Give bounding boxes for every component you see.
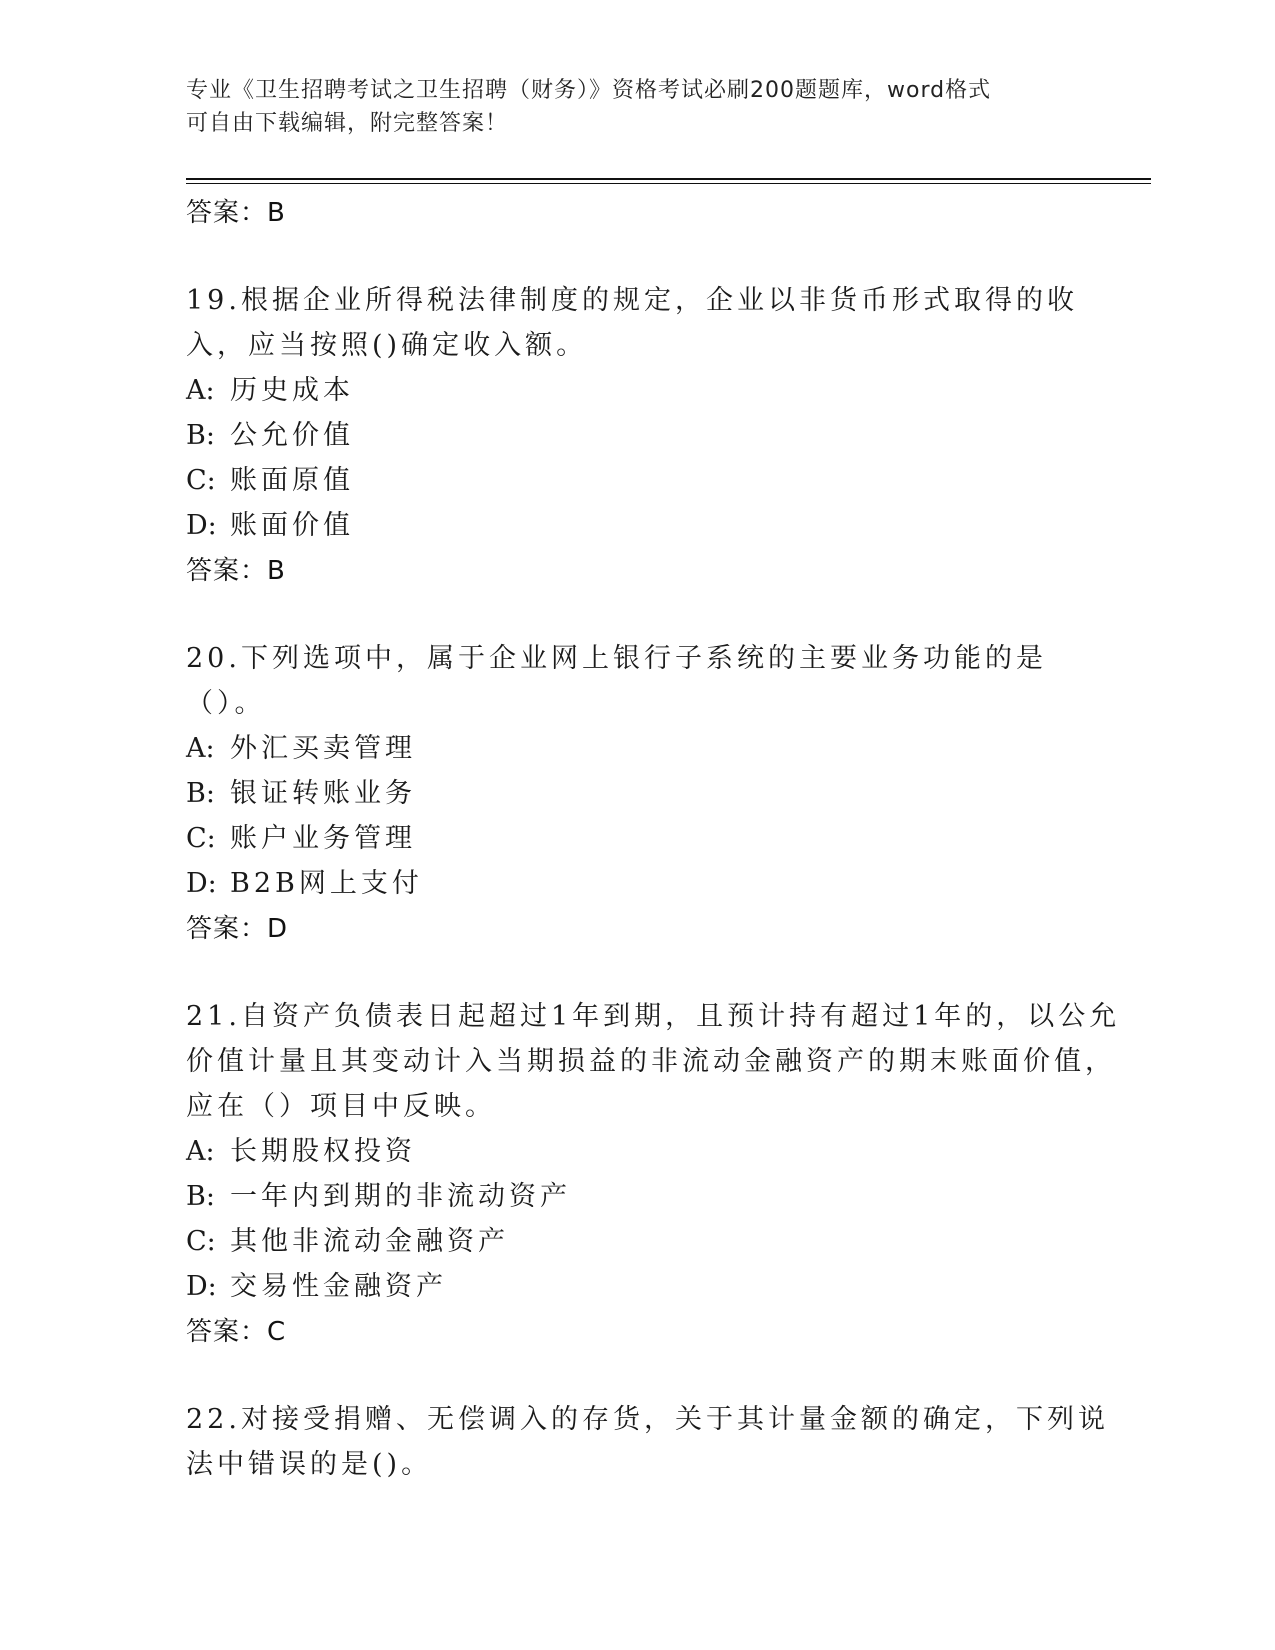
header-line-2: 可自由下载编辑，附完整答案！ xyxy=(186,111,509,136)
answer-line: 答案：C xyxy=(186,1317,287,1347)
option-letter: D: xyxy=(186,1271,217,1302)
option-text: 一年内到期的非流动资产 xyxy=(230,1181,571,1212)
question-block xyxy=(186,1397,1126,1487)
option-text: 长期股权投资 xyxy=(230,1136,416,1167)
question-stem: 20.下列选项中，属于企业网上银行子系统的主要业务功能的是（）。 xyxy=(186,643,1047,719)
page-header xyxy=(186,74,1086,140)
option-c xyxy=(186,458,1126,503)
option-a xyxy=(186,1129,1126,1174)
question-block xyxy=(186,278,1126,594)
option-text: 外汇买卖管理 xyxy=(230,733,416,764)
option-text: 账户业务管理 xyxy=(230,823,416,854)
option-b xyxy=(186,771,1126,816)
option-c xyxy=(186,1219,1126,1264)
option-letter: C: xyxy=(186,465,216,496)
option-letter: A: xyxy=(186,375,215,406)
header-line-1: 专业《卫生招聘考试之卫生招聘（财务）》资格考试必刷200题题库，word格式 xyxy=(186,78,992,103)
question-block xyxy=(186,636,1126,952)
question-block xyxy=(186,994,1126,1355)
option-text: 其他非流动金融资产 xyxy=(230,1226,509,1257)
option-text: 账面价值 xyxy=(230,510,354,541)
answer-line: 答案：B xyxy=(186,556,286,586)
option-text: B2B网上支付 xyxy=(230,868,423,899)
answer-line: 答案：D xyxy=(186,914,289,944)
option-letter: B: xyxy=(186,778,215,809)
question-stem: 22.对接受捐赠、无偿调入的存货，关于其计量金额的确定，下列说法中错误的是()。 xyxy=(186,1404,1109,1480)
option-letter: B: xyxy=(186,1181,215,1212)
option-text: 账面原值 xyxy=(230,465,354,496)
header-divider-thin xyxy=(186,183,1151,184)
option-letter: B: xyxy=(186,420,215,451)
option-letter: A: xyxy=(186,733,215,764)
option-a xyxy=(186,368,1126,413)
option-letter: A: xyxy=(186,1136,215,1167)
option-b xyxy=(186,413,1126,458)
option-letter: C: xyxy=(186,823,216,854)
option-text: 历史成本 xyxy=(230,375,354,406)
question-list xyxy=(186,190,1126,1487)
header-divider-thick xyxy=(186,178,1151,180)
option-letter: C: xyxy=(186,1226,216,1257)
question-stem: 21.自资产负债表日起超过1年到期，且预计持有超过1年的，以公允价值计量且其变动计入当期损益的非流动金融资产的期末账面价值，应在（）项目中反映。 xyxy=(186,1001,1121,1122)
option-b xyxy=(186,1174,1126,1219)
option-a xyxy=(186,726,1126,771)
option-letter: D: xyxy=(186,868,217,899)
question-stem: 19.根据企业所得税法律制度的规定，企业以非货币形式取得的收入，应当按照()确定收入额。 xyxy=(186,285,1078,361)
option-text: 银证转账业务 xyxy=(230,778,416,809)
option-d xyxy=(186,503,1126,548)
option-d xyxy=(186,1264,1126,1309)
answer-line: 答案：B xyxy=(186,198,286,228)
option-c xyxy=(186,816,1126,861)
option-letter: D: xyxy=(186,510,217,541)
option-text: 公允价值 xyxy=(230,420,354,451)
option-text: 交易性金融资产 xyxy=(230,1271,447,1302)
option-d xyxy=(186,861,1126,906)
